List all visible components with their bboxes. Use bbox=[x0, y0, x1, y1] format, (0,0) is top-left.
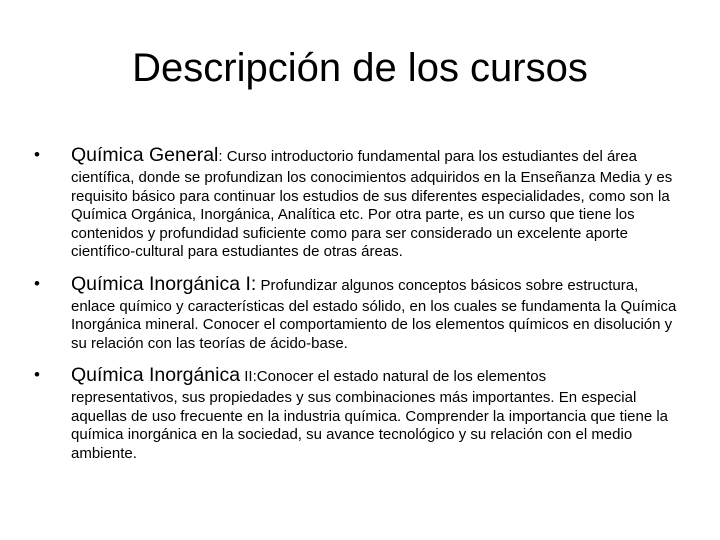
course-item-quimica-general bbox=[34, 140, 684, 262]
course-heading bbox=[71, 360, 684, 392]
course-description: científica, donde se profundizan los conocimientos adquiridos en la Enseñanza Media y es requisito básico para continuar los estudios de sus diferentes especialidades, como son la Química Orgánica, Inorgánica, Analítica etc. Por otra parte, es un curso que tiene los contenidos y profundidad suficiente como para ser considerado un excelente aporte científico-cultural para estudiantes de otras áreas. bbox=[71, 169, 673, 260]
bullet-icon: • bbox=[34, 145, 40, 164]
course-item-quimica-inorganica-1 bbox=[34, 269, 684, 354]
course-heading bbox=[71, 269, 684, 301]
course-heading bbox=[71, 140, 684, 172]
course-lead-text: II:Conocer el estado natural de los elementos bbox=[240, 368, 547, 385]
bullet-icon: • bbox=[34, 365, 40, 384]
course-description: enlace químico y características del estado sólido, en los cuales se fundamenta la Química Inorgánica mineral. Conocer el comportamiento de los elementos químicos en disolución y su relación con las teorías de ácido-base. bbox=[71, 297, 677, 352]
course-name: Química Inorgánica I: bbox=[71, 272, 257, 295]
course-description: representativos, sus propiedades y sus combinaciones más importantes. En especial aquellas de uso frecuente en la industria química. Comprender la importancia que tiene la química inorgánica en la sociedad, su avance tecnológico y su relación con el medio ambiente. bbox=[71, 389, 669, 462]
slide-title: Descripción de los cursos bbox=[132, 46, 588, 90]
course-lead-text: Profundizar algunos conceptos básicos sobre estructura, bbox=[256, 276, 639, 294]
course-list bbox=[34, 140, 684, 470]
course-lead-text: : Curso introductorio fundamental para los estudiantes del área bbox=[218, 148, 637, 165]
course-name: Química Inorgánica bbox=[71, 364, 241, 386]
course-item-quimica-inorganica-2 bbox=[34, 360, 684, 463]
course-name: Química General bbox=[71, 144, 219, 166]
bullet-icon: • bbox=[34, 273, 40, 293]
